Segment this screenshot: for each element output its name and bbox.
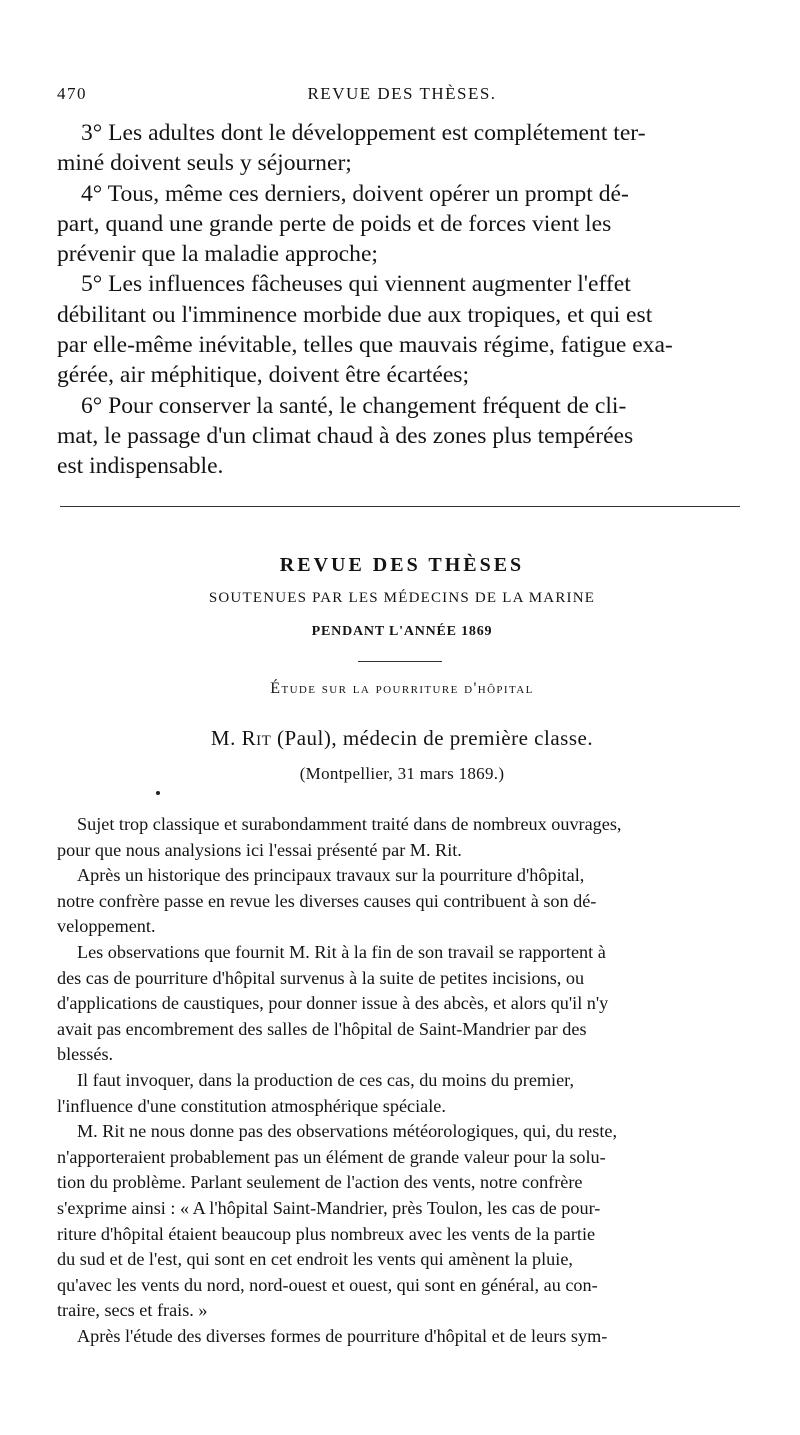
body-text-line: veloppement. [57, 916, 156, 937]
section-year-line: PENDANT L'ANNÉE 1869 [311, 624, 493, 639]
body-text-line: qu'avec les vents du nord, nord-ouest et ouest, qui sont en général, au con- [57, 1274, 598, 1295]
upper-text-line: par elle-même inévitable, telles que mauvais régime, fatigue exa- [57, 332, 673, 359]
upper-text-line: débilitant ou l'imminence morbide due aux tropiques, et qui est [57, 301, 653, 328]
body-text-line: pour que nous analysions ici l'essai présenté par M. Rit. [57, 839, 462, 860]
body-text-line: n'apporteraient probablement pas un élément de grande valeur pour la solu- [57, 1146, 606, 1167]
upper-text-line: mat, le passage d'un climat chaud à des zones plus tempérées [57, 422, 634, 449]
upper-text-line: gérée, air méphitique, doivent être écartées; [57, 362, 470, 389]
body-text-line: avait pas encombrement des salles de l'hôpital de Saint-Mandrier par des [57, 1018, 587, 1039]
body-text-line: Sujet trop classique et surabondamment traité dans de nombreux ouvrages, [77, 814, 622, 834]
article-author-line [57, 726, 747, 751]
author-name: Rit [241, 726, 272, 750]
body-text-line: M. Rit ne nous donne pas des observations météorologiques, qui, du reste, [77, 1121, 617, 1142]
body-text-line: blessés. [57, 1044, 114, 1065]
upper-text-line: 4° Tous, même ces derniers, doivent opérer un prompt dé- [81, 180, 629, 207]
body-text-line: Il faut invoquer, dans la production de ces cas, du moins du premier, [77, 1069, 575, 1090]
page-number: 470 [57, 84, 87, 103]
section-subtitle: SOUTENUES PAR LES MÉDECINS DE LA MARINE [208, 590, 596, 606]
body-text-line: des cas de pourriture d'hôpital survenus à la suite de petites incisions, ou [57, 967, 585, 988]
body-text-line: l'influence d'une constitution atmosphérique spéciale. [57, 1095, 446, 1116]
upper-text-line: 3° Les adultes dont le développement est complétement ter- [81, 120, 646, 146]
body-text-line: Après l'étude des diverses formes de pourriture d'hôpital et de leurs sym- [77, 1325, 608, 1346]
upper-text-line: 5° Les influences fâcheuses qui viennent augmenter l'effet [81, 271, 631, 298]
author-details: (Paul), médecin de première classe. [271, 726, 594, 750]
upper-text-block [57, 118, 747, 482]
short-rule [358, 661, 442, 662]
body-text-line: Après un historique des principaux travaux sur la pourriture d'hôpital, [77, 865, 585, 886]
upper-text-line: miné doivent seuls y séjourner; [57, 150, 352, 177]
upper-text-line: 6° Pour conserver la santé, le changement fréquent de cli- [81, 392, 627, 419]
print-speck [156, 791, 160, 795]
article-title: Étude sur la pourriture d'hôpital [270, 680, 534, 697]
body-text-line: tion du problème. Parlant seulement de l'action des vents, notre confrère [57, 1172, 583, 1193]
upper-text-line: est indispensable. [57, 453, 224, 480]
body-text-line: traire, secs et frais. » [57, 1300, 208, 1321]
body-text-line: du sud et de l'est, qui sont en cet endroit les vents qui amènent la pluie, [57, 1249, 573, 1270]
body-text-line: Les observations que fournit M. Rit à la fin de son travail se rapportent à [77, 941, 606, 962]
article-body [57, 812, 747, 1349]
section-divider [60, 506, 740, 507]
body-text-line: d'applications de caustiques, pour donner issue à des abcès, et alors qu'il n'y [57, 993, 609, 1014]
upper-text-line: part, quand une grande perte de poids et de forces vient les [57, 210, 612, 237]
article-place-date: (Montpellier, 31 mars 1869.) [299, 764, 505, 783]
body-text-line: notre confrère passe en revue les diverses causes qui contribuent à son dé- [57, 890, 597, 911]
section-title: REVUE DES THÈSES [279, 554, 525, 576]
upper-text-line: prévenir que la maladie approche; [57, 241, 378, 268]
body-text-line: s'exprime ainsi : « A l'hôpital Saint-Mandrier, près Toulon, les cas de pour- [57, 1197, 601, 1218]
author-prefix: M. [210, 726, 242, 750]
running-head [57, 84, 747, 108]
running-head-title: REVUE DES THÈSES. [307, 84, 497, 103]
body-text-line: riture d'hôpital étaient beaucoup plus nombreux avec les vents de la partie [57, 1223, 596, 1244]
